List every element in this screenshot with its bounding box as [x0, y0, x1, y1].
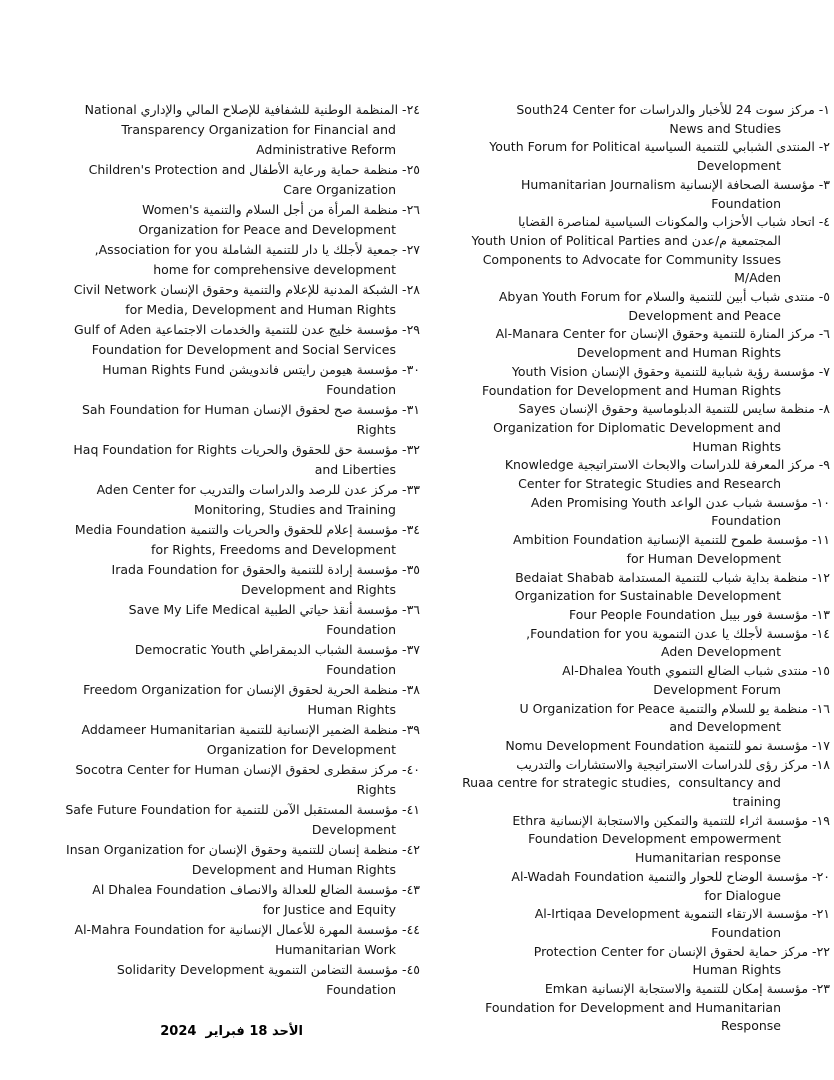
org-entry-continuation-line: Monitoring, Studies and Training	[194, 502, 396, 517]
org-list-item	[452, 662, 830, 699]
org-entry-continuation-line: Care Organization	[283, 182, 396, 197]
org-entry-first-line: ٢٤- المنظمة الوطنية للشفافية للإصلاح المالي والإداري National	[84, 102, 420, 117]
org-entry-first-line: ٤١- مؤسسة المستقبل الآمن للتنمية Safe Future Foundation for	[65, 802, 420, 817]
org-list-item	[452, 625, 830, 662]
org-entry-continuation-line: Development Forum	[653, 681, 781, 697]
org-entry-first-line: ٨- منظمة سايس للتنمية الدبلوماسية وحقوق الإنسان Sayes	[518, 401, 830, 417]
org-entry-first-line: ٣٥- مؤسسة إرادة للتنمية والحقوق Irada Foundation for	[111, 562, 420, 577]
org-entry-first-line: ٢١- مؤسسة الارتقاء التنموية Al-Irtiqaa Development	[534, 906, 830, 922]
org-entry-first-line: ٩- مركز المعرفة للدراسات والابحاث الاستراتيجية Knowledge	[504, 457, 830, 473]
org-list-item	[452, 176, 830, 213]
org-entry-continuation-line: Foundation	[326, 382, 396, 397]
footer-date: الأحد 18 فبراير 2024	[160, 1024, 303, 1039]
org-entry-first-line: ٢- المنتدى الشبابي للتنمية السياسية Youth Forum for Political	[489, 139, 830, 155]
org-list-item	[58, 680, 420, 720]
org-entry-continuation-line: and Liberties	[314, 462, 396, 477]
org-entry-first-line: ٢٢- مركز حماية لحقوق الإنسان Protection Center for	[533, 943, 830, 959]
org-entry-continuation-line: Foundation for Development and Humanitarian	[485, 999, 781, 1015]
org-entry-continuation-line: Organization for Peace and Development	[138, 222, 396, 237]
org-entry-continuation-line: home for comprehensive development	[153, 262, 396, 277]
org-entry-continuation-line: Organization for Sustainable Development	[514, 588, 781, 604]
org-entry-first-line: ٣٩- منظمة الضمير الإنسانية للتنمية Addameer Humanitarian	[81, 722, 420, 737]
org-list-item	[58, 240, 420, 280]
org-entry-first-line: ١٠- مؤسسة شباب عدن الواعد Aden Promising Youth	[530, 494, 830, 510]
org-entry-continuation-line: Foundation	[326, 982, 396, 997]
org-entry-continuation-line: Rights	[356, 422, 396, 437]
org-list-column-left	[58, 100, 420, 1000]
org-entry-continuation-line: Foundation	[326, 662, 396, 677]
org-list-item	[452, 494, 830, 531]
org-entry-first-line: ١٩- مؤسسة اثراء للتنمية والتمكين والاستجابة الإنسانية Ethra	[512, 812, 830, 828]
org-list-item	[58, 160, 420, 200]
org-list-item	[452, 606, 830, 625]
org-entry-first-line: ٥- منتدى شباب أبين للتنمية والسلام Abyan Youth Forum for	[498, 289, 830, 305]
org-entry-first-line: ٢٣- مؤسسة إمكان للتنمية والاستجابة الإنسانية Emkan	[544, 981, 830, 997]
org-entry-continuation-line: Foundation	[711, 513, 781, 529]
org-list-item	[452, 569, 830, 606]
org-list-item	[452, 905, 830, 942]
org-entry-continuation-line: for Rights, Freedoms and Development	[151, 542, 396, 557]
org-entry-first-line: ٤- اتحاد شباب الأحزاب والمكونات السياسية لمناصرة القضايا	[518, 214, 830, 230]
org-list-item	[452, 756, 830, 812]
org-entry-first-line: ٢٠- مؤسسة الوضاح للحوار والتنمية Al-Wadah Foundation	[511, 868, 830, 884]
org-entry-continuation-line: training	[732, 794, 781, 810]
org-entry-first-line: ٢٧- جمعية لأجلك يا دار للتنمية الشاملة Association for you,	[94, 242, 420, 257]
org-entry-first-line: ٤٠- مركز سقطرى لحقوق الإنسان Socotra Center for Human	[75, 762, 420, 777]
org-entry-continuation-line: Aden Development	[660, 644, 781, 660]
org-list-item	[452, 138, 830, 175]
org-entry-first-line: ٤٤- مؤسسة المهرة للأعمال الإنسانية Al-Mahra Foundation for	[74, 922, 420, 937]
org-list-item	[452, 531, 830, 568]
org-entry-first-line: ٣٧- مؤسسة الشباب الديمقراطي Democratic Youth	[134, 642, 420, 657]
org-entry-first-line: ١٢- منظمة بداية شباب للتنمية المستدامة Bedaiat Shabab	[515, 569, 830, 585]
org-entry-continuation-line: Development and Peace	[628, 307, 781, 323]
org-entry-first-line: ٢٨- الشبكة المدنية للإعلام والتنمية وحقوق الإنسان Civil Network	[73, 282, 420, 297]
org-list-item	[58, 800, 420, 840]
org-entry-continuation-line: for Media, Development and Human Rights	[125, 302, 396, 317]
org-entry-continuation-line: News and Studies	[669, 120, 781, 136]
org-list-item	[58, 480, 420, 520]
org-entry-first-line: ٣٢- مؤسسة حق للحقوق والحريات Haq Foundation for Rights	[73, 442, 420, 457]
org-list-item	[452, 980, 830, 1036]
org-list-item	[58, 520, 420, 560]
org-list-item	[452, 737, 830, 756]
org-list-item	[452, 868, 830, 905]
org-entry-continuation-line: Administrative Reform	[256, 142, 396, 157]
org-list-item	[58, 100, 420, 160]
org-entry-continuation-line: Humanitarian Work	[275, 942, 396, 957]
org-list-item	[58, 560, 420, 600]
org-entry-first-line: ٣- مؤسسة الصحافة الإنسانية Humanitarian Journalism	[521, 176, 830, 192]
org-list-item	[58, 200, 420, 240]
org-list-item	[452, 700, 830, 737]
org-entry-continuation-line: Components to Advocate for Community Issues	[482, 251, 781, 267]
org-list-item	[452, 213, 830, 288]
org-entry-first-line: ٤٣- مؤسسة الضالع للعدالة والانصاف Al Dhalea Foundation	[92, 882, 420, 897]
org-list-item	[58, 640, 420, 680]
org-entry-first-line: ١٧- مؤسسة نمو للتنمية Nomu Development Foundation	[505, 737, 830, 753]
org-list-item	[58, 920, 420, 960]
org-entry-first-line: ٣١- مؤسسة صح لحقوق الإنسان Sah Foundation for Human	[81, 402, 420, 417]
org-list-item	[58, 280, 420, 320]
org-entry-first-line: ٤٢- منظمة إنسان للتنمية وحقوق الإنسان Insan Organization for	[66, 842, 420, 857]
org-list-item	[452, 400, 830, 456]
org-entry-continuation-line: Human Rights	[307, 702, 396, 717]
org-list-item	[58, 360, 420, 400]
org-entry-first-line: ١١- مؤسسة طموح للتنمية الإنسانية Ambition Foundation	[512, 532, 830, 548]
org-entry-first-line: ٧- مؤسسة رؤية شبابية للتنمية وحقوق الإنسان Youth Vision	[511, 363, 830, 379]
org-entry-continuation-line: Humanitarian response	[634, 850, 781, 866]
org-entry-continuation-line: المجتمعية م/عدن Youth Union of Political Parties and	[471, 232, 781, 248]
org-entry-continuation-line: Foundation	[326, 622, 396, 637]
org-entry-first-line: ١٤- مؤسسة لأجلك يا عدن التنموية Foundation for you,	[526, 625, 830, 641]
org-entry-first-line: ٣٣- مركز عدن للرصد والدراسات والتدريب Aden Center for	[96, 482, 420, 497]
org-entry-continuation-line: Human Rights	[692, 438, 781, 454]
org-entry-continuation-line: Foundation for Development and Social Services	[91, 342, 396, 357]
org-entry-continuation-line: Foundation	[711, 924, 781, 940]
org-entry-continuation-line: Foundation for Development and Human Rights	[481, 382, 781, 398]
org-list-item	[58, 960, 420, 1000]
org-list-item	[452, 812, 830, 868]
org-entry-continuation-line: Development and Human Rights	[191, 862, 396, 877]
org-entry-first-line: ٢٥- منظمة حماية ورعاية الأطفال Children's Protection and	[88, 162, 420, 177]
org-entry-continuation-line: and Development	[669, 719, 781, 735]
org-entry-first-line: ٣٠- مؤسسة هيومن رايتس فاندويشن Human Rights Fund	[102, 362, 420, 377]
org-entry-continuation-line: Foundation Development empowerment	[528, 831, 781, 847]
org-entry-first-line: ١٨- مركز رؤى للدراسات الاستراتيجية والاستشارات والتدريب	[516, 756, 830, 772]
org-entry-first-line: ١٦- منظمة يو للسلام والتنمية U Organization for Peace	[519, 700, 830, 716]
org-entry-first-line: ١٣- مؤسسة فور بيبل Four People Foundation	[569, 606, 830, 622]
org-list-item	[58, 440, 420, 480]
org-entry-first-line: ١٥- منتدى شباب الضالع التنموي Al-Dhalea Youth	[562, 663, 830, 679]
org-list-item	[452, 325, 830, 362]
org-entry-continuation-line: Development	[696, 158, 781, 174]
org-list-item	[58, 600, 420, 640]
org-entry-continuation-line: for Dialogue	[704, 887, 781, 903]
org-entry-continuation-line: Center for Strategic Studies and Research	[518, 476, 781, 492]
org-entry-continuation-line: Ruaa centre for strategic studies, consultancy and	[462, 775, 781, 791]
org-entry-continuation-line: Organization for Development	[206, 742, 396, 757]
org-entry-continuation-line: Transparency Organization for Financial and	[121, 122, 396, 137]
org-entry-first-line: ١- مركز سوت 24 للأخبار والدراسات South24 Center for	[516, 102, 830, 117]
org-list-item	[58, 760, 420, 800]
org-entry-continuation-line: Development and Human Rights	[576, 345, 781, 361]
org-entry-continuation-line: Development	[311, 822, 396, 837]
org-entry-first-line: ٣٨- منظمة الحرية لحقوق الإنسان Freedom Organization for	[83, 682, 420, 697]
org-list-item	[452, 101, 830, 138]
org-entry-first-line: ٦- مركز المنارة للتنمية وحقوق الإنسان Al-Manara Center for	[495, 326, 830, 342]
org-list-item	[58, 400, 420, 440]
org-list-item	[58, 320, 420, 360]
org-entry-continuation-line: Rights	[356, 782, 396, 797]
org-entry-continuation-line: Organization for Diplomatic Development and	[493, 419, 781, 435]
org-entry-continuation-line: Human Rights	[692, 962, 781, 978]
org-entry-first-line: ٢٩- مؤسسة خليج عدن للتنمية والخدمات الاجتماعية Gulf of Aden	[74, 322, 420, 337]
org-list-item	[452, 363, 830, 400]
org-entry-continuation-line: for Justice and Equity	[262, 902, 396, 917]
org-entry-continuation-line: Response	[720, 1018, 781, 1034]
org-list-item	[452, 288, 830, 325]
org-entry-continuation-line: Development and Rights	[240, 582, 396, 597]
org-entry-continuation-line: M/Aden	[734, 270, 781, 286]
org-list-item	[452, 456, 830, 493]
org-entry-continuation-line: for Human Development	[626, 550, 781, 566]
org-entry-first-line: ٣٦- مؤسسة أنقذ حياتي الطبية Save My Life Medical	[128, 602, 420, 617]
org-entry-first-line: ٤٥- مؤسسة التضامن التنموية Solidarity Development	[116, 962, 420, 977]
org-list-item	[58, 880, 420, 920]
org-list-item	[452, 943, 830, 980]
org-list-item	[58, 720, 420, 760]
org-list-item	[58, 840, 420, 880]
org-list-column-right	[452, 101, 830, 1036]
org-entry-first-line: ٢٦- منظمة المرأة من أجل السلام والتنمية Women's	[142, 202, 420, 217]
org-entry-first-line: ٣٤- مؤسسة إعلام للحقوق والحريات والتنمية Media Foundation	[74, 522, 420, 537]
org-entry-continuation-line: Foundation	[711, 195, 781, 211]
